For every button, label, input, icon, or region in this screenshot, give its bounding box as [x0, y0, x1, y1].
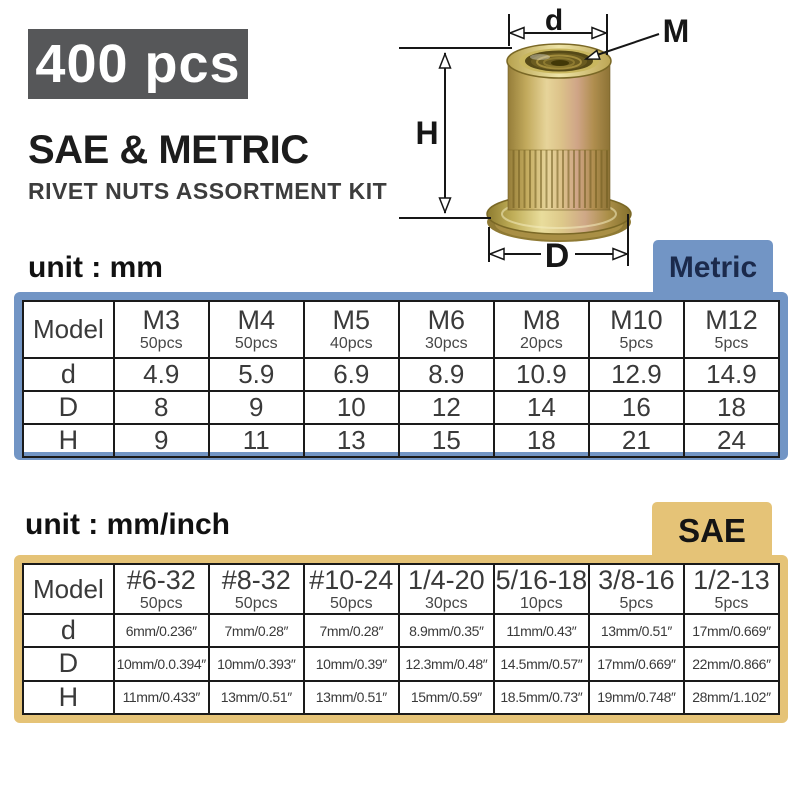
value-cell: 8.9mm/0.35″ [399, 614, 494, 647]
value-cell: 8.9 [399, 358, 494, 391]
column-header-cell: M5 40pcs [304, 301, 399, 358]
value-cell: 8 [114, 391, 209, 424]
rivet-nut-photo [487, 44, 631, 242]
column-header-cell: M3 50pcs [114, 301, 209, 358]
sae-table [22, 563, 780, 715]
quantity-badge [28, 29, 248, 99]
spec-row [23, 391, 779, 424]
column-header-cell: 1/4-20 30pcs [399, 564, 494, 614]
value-cell: 19mm/0.748″ [589, 681, 684, 714]
sae-tab-label: SAE [678, 511, 746, 549]
value-cell: 21 [589, 424, 684, 457]
value-cell: 7mm/0.28″ [304, 614, 399, 647]
column-header-cell: #6-32 50pcs [114, 564, 209, 614]
metric-tab-label: Metric [668, 251, 758, 284]
value-cell: 18 [494, 424, 589, 457]
column-header-cell: M12 5pcs [684, 301, 779, 358]
column-header-cell: M10 5pcs [589, 301, 684, 358]
column-header-cell: 1/2-13 5pcs [684, 564, 779, 614]
value-cell: 11mm/0.433″ [114, 681, 209, 714]
value-cell: 13mm/0.51″ [589, 614, 684, 647]
metric-tab [653, 240, 773, 296]
value-cell: 14 [494, 391, 589, 424]
value-cell: 22mm/0.866″ [684, 647, 779, 680]
value-cell: 13mm/0.51″ [209, 681, 304, 714]
value-cell: 10mm/0.39″ [304, 647, 399, 680]
value-cell: 9 [209, 391, 304, 424]
value-cell: 10mm/0.0.394″ [114, 647, 209, 680]
value-cell: 13mm/0.51″ [304, 681, 399, 714]
row-label-cell: d [23, 614, 114, 647]
spec-row [23, 647, 779, 680]
header-row [23, 301, 779, 358]
spec-row [23, 681, 779, 714]
spec-row [23, 424, 779, 457]
page-subtitle: RIVET NUTS ASSORTMENT KIT [28, 178, 388, 204]
header-row [23, 564, 779, 614]
value-cell: 18.5mm/0.73″ [494, 681, 589, 714]
spec-row [23, 358, 779, 391]
value-cell: 4.9 [114, 358, 209, 391]
value-cell: 28mm/1.102″ [684, 681, 779, 714]
row-label-cell: H [23, 681, 114, 714]
sae-tab [652, 502, 772, 559]
value-cell: 17mm/0.669″ [684, 614, 779, 647]
dim-label-h: H [415, 115, 439, 151]
value-cell: 18 [684, 391, 779, 424]
value-cell: 6mm/0.236″ [114, 614, 209, 647]
value-cell: 17mm/0.669″ [589, 647, 684, 680]
column-header-cell: M6 30pcs [399, 301, 494, 358]
value-cell: 11mm/0.43″ [494, 614, 589, 647]
value-cell: 5.9 [209, 358, 304, 391]
value-cell: 6.9 [304, 358, 399, 391]
quantity-badge-label: 400 pcs [35, 34, 241, 94]
sae-unit-label: unit : mm/inch [25, 508, 230, 541]
page-title: SAE & METRIC [28, 128, 309, 172]
value-cell: 14.5mm/0.57″ [494, 647, 589, 680]
value-cell: 11 [209, 424, 304, 457]
value-cell: 7mm/0.28″ [209, 614, 304, 647]
spec-row [23, 614, 779, 647]
row-label-cell: H [23, 424, 114, 457]
column-header-cell: M4 50pcs [209, 301, 304, 358]
value-cell: 10.9 [494, 358, 589, 391]
value-cell: 12.3mm/0.48″ [399, 647, 494, 680]
row-label-cell: d [23, 358, 114, 391]
value-cell: 13 [304, 424, 399, 457]
value-cell: 14.9 [684, 358, 779, 391]
value-cell: 12.9 [589, 358, 684, 391]
column-header-cell: 5/16-18 10pcs [494, 564, 589, 614]
column-header-cell: #8-32 50pcs [209, 564, 304, 614]
metric-unit-label: unit : mm [28, 251, 163, 284]
value-cell: 10 [304, 391, 399, 424]
value-cell: 24 [684, 424, 779, 457]
model-corner-cell: Model [23, 301, 114, 358]
value-cell: 9 [114, 424, 209, 457]
row-label-cell: D [23, 391, 114, 424]
value-cell: 15mm/0.59″ [399, 681, 494, 714]
model-corner-cell: Model [23, 564, 114, 614]
metric-table-wrapper [14, 292, 788, 460]
value-cell: 16 [589, 391, 684, 424]
value-cell: 10mm/0.393″ [209, 647, 304, 680]
dim-label-d: d [544, 5, 564, 37]
metric-table [22, 300, 780, 458]
dim-label-m: M [662, 13, 690, 49]
row-label-cell: D [23, 647, 114, 680]
column-header-cell: 3/8-16 5pcs [589, 564, 684, 614]
value-cell: 12 [399, 391, 494, 424]
dim-label-big-d: D [544, 237, 570, 275]
column-header-cell: #10-24 50pcs [304, 564, 399, 614]
column-header-cell: M8 20pcs [494, 301, 589, 358]
sae-table-wrapper [14, 555, 788, 723]
value-cell: 15 [399, 424, 494, 457]
